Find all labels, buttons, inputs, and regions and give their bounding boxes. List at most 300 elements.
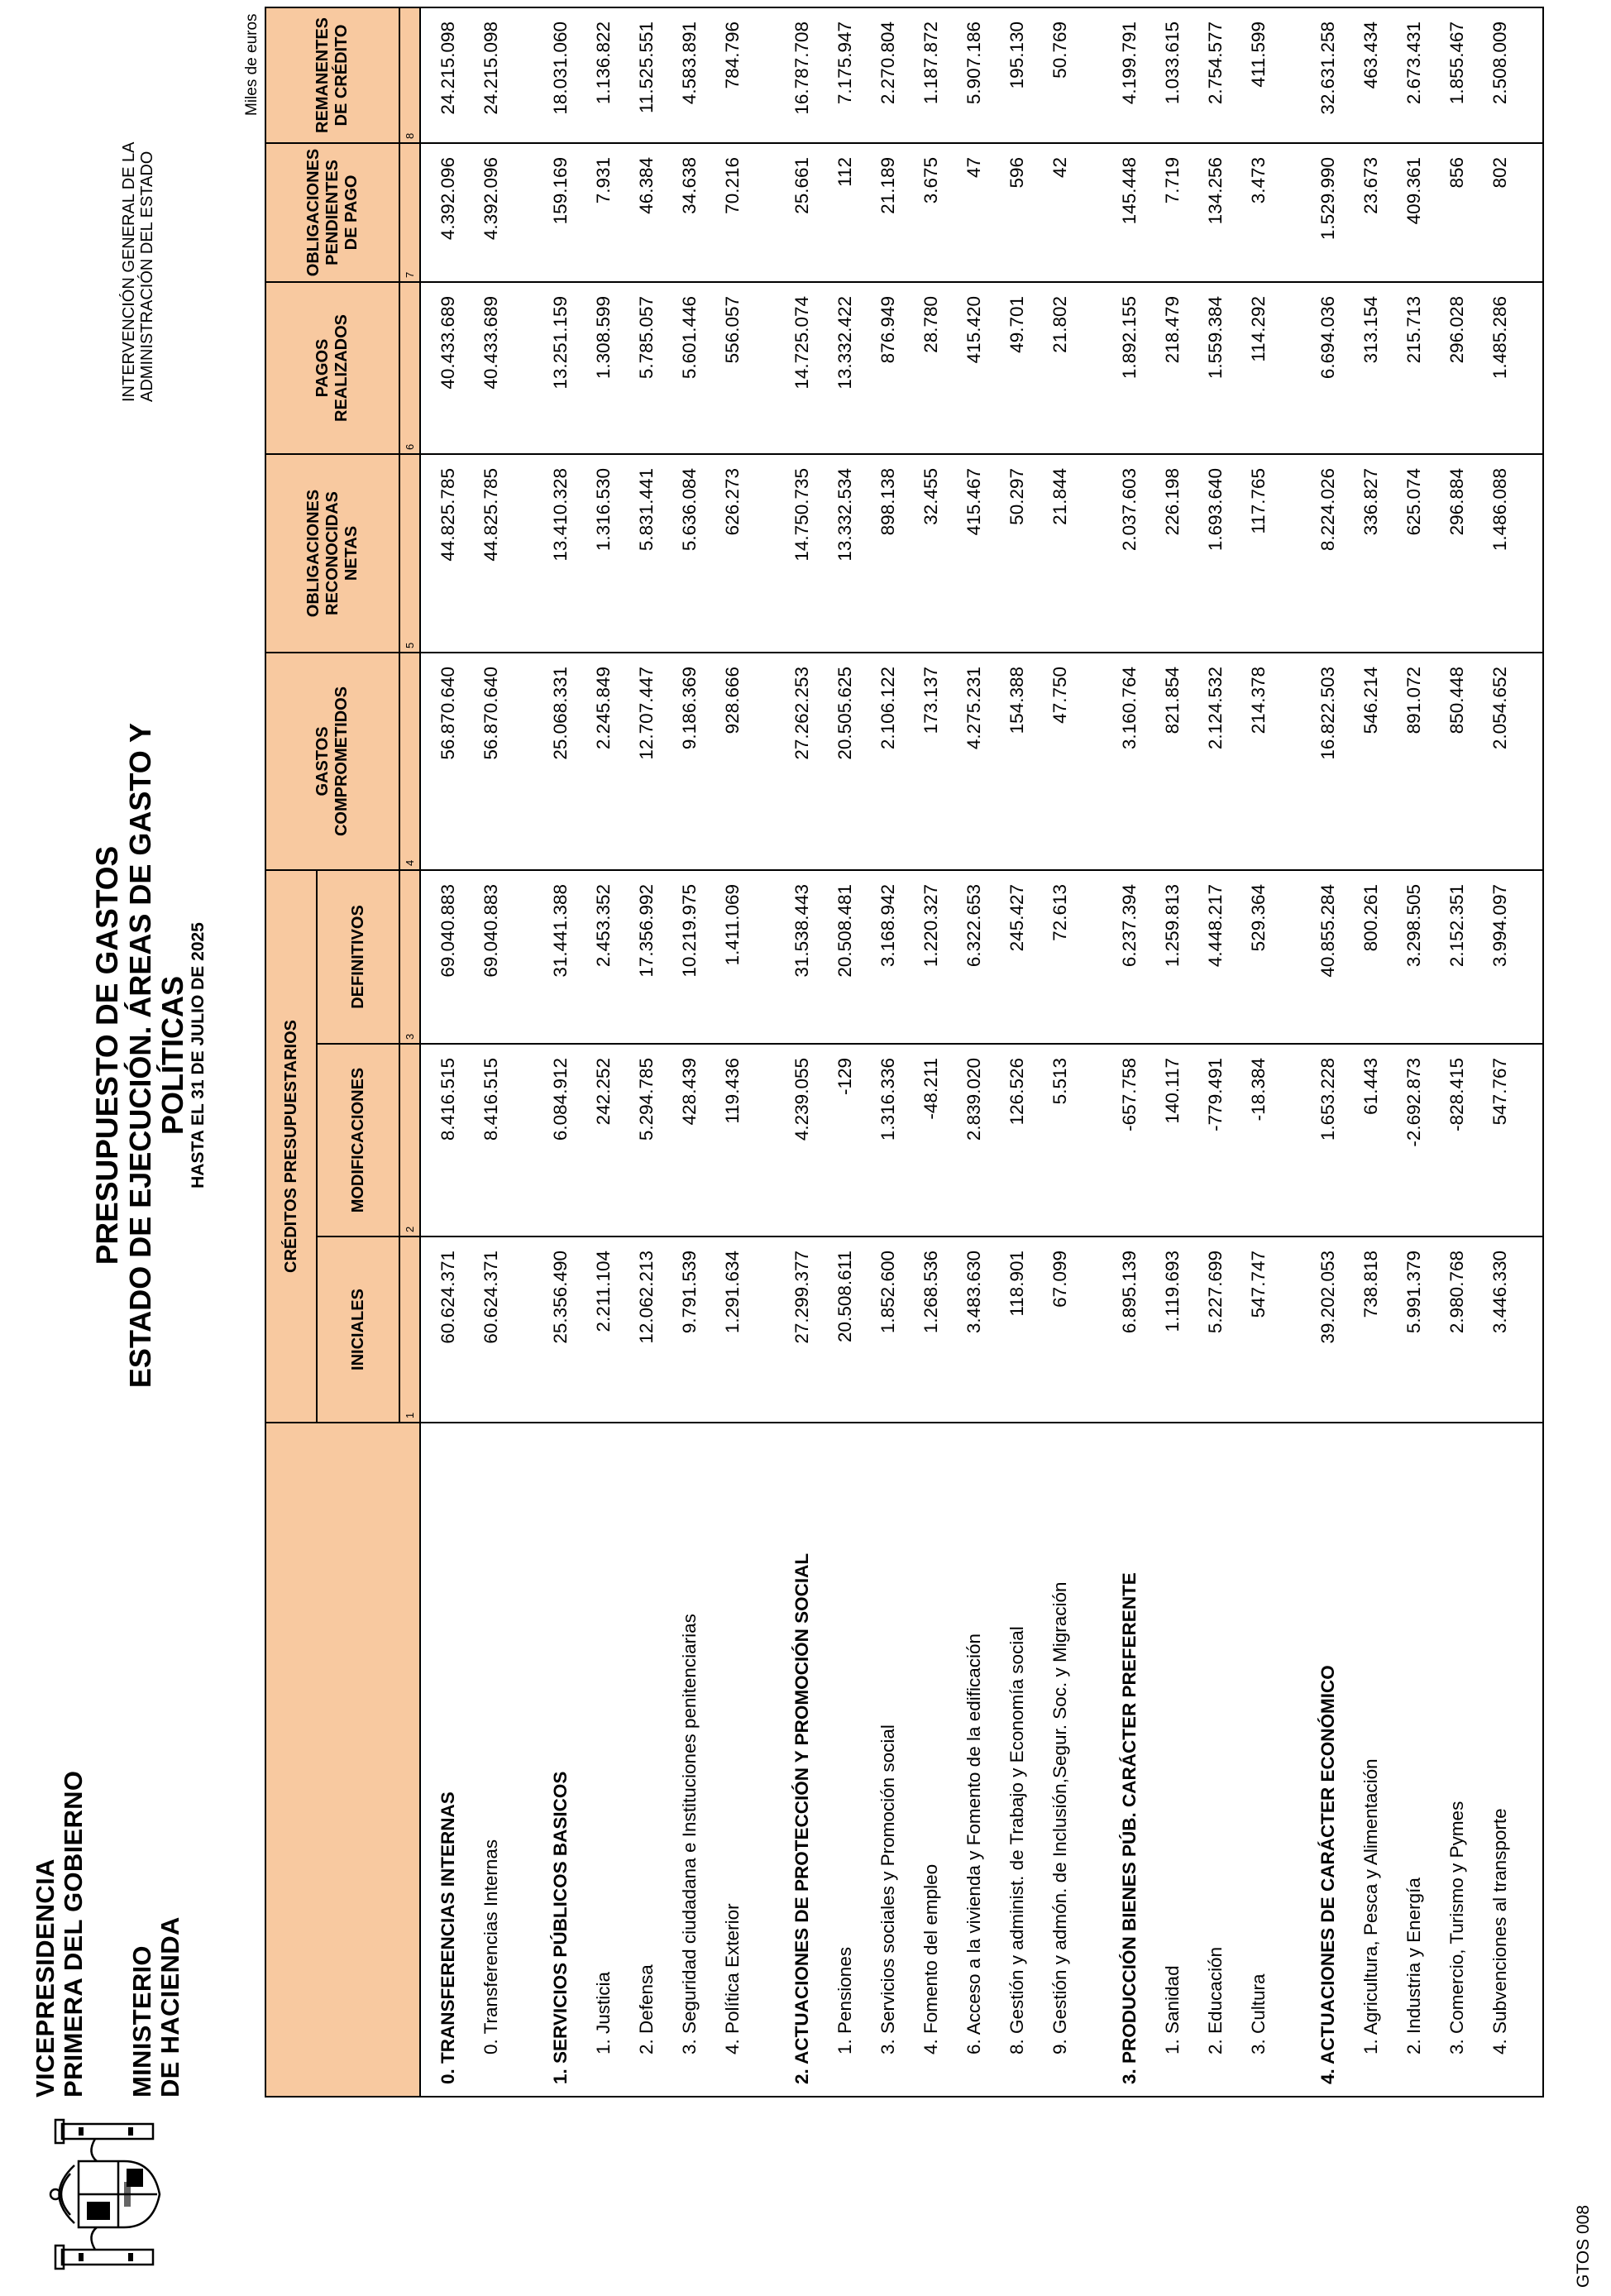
value-cell: 40.433.689 xyxy=(420,282,463,454)
col-num-1: 1 xyxy=(399,1236,420,1423)
header-gastos xyxy=(265,653,399,870)
col-num-7: 7 xyxy=(399,143,420,282)
value-cell: 2.245.849 xyxy=(576,653,619,870)
spacer-row xyxy=(748,7,775,2097)
value-cell: 28.780 xyxy=(903,282,946,454)
item-label: 3. Comercio, Turismo y Pymes xyxy=(1429,1423,1472,2097)
value-cell: 547.767 xyxy=(1472,1044,1515,1236)
spacer-cell xyxy=(506,653,533,870)
value-cell: 547.747 xyxy=(1231,1236,1274,1423)
table-row xyxy=(1472,7,1515,2097)
value-cell: 145.448 xyxy=(1102,143,1145,282)
value-cell: 159.169 xyxy=(533,143,576,282)
value-cell: 49.701 xyxy=(989,282,1032,454)
value-cell: 8.416.515 xyxy=(420,1044,463,1236)
value-cell: 2.152.351 xyxy=(1429,870,1472,1044)
value-cell: 21.802 xyxy=(1032,282,1075,454)
value-cell: 12.707.447 xyxy=(619,653,662,870)
group-label: 0. TRANSFERENCIAS INTERNAS xyxy=(420,1423,463,2097)
col-num-2: 2 xyxy=(399,1044,420,1236)
spacer-cell xyxy=(1274,282,1301,454)
value-cell: 14.725.074 xyxy=(775,282,817,454)
value-cell: 546.214 xyxy=(1343,653,1386,870)
value-cell: 1.119.693 xyxy=(1145,1236,1188,1423)
value-cell: -657.758 xyxy=(1102,1044,1145,1236)
spacer-cell xyxy=(748,870,775,1044)
value-cell: 1.316.336 xyxy=(860,1044,903,1236)
value-cell: 336.827 xyxy=(1343,454,1386,653)
value-cell: 415.467 xyxy=(946,454,989,653)
header-pend-line-2: PENDIENTES xyxy=(323,160,342,265)
value-cell: 72.613 xyxy=(1032,870,1075,1044)
value-cell: 9.186.369 xyxy=(662,653,705,870)
value-cell: 6.694.036 xyxy=(1301,282,1343,454)
table-row xyxy=(662,7,705,2097)
col-num-3: 3 xyxy=(399,870,420,1044)
group-row xyxy=(1301,7,1343,2097)
value-cell: 21.844 xyxy=(1032,454,1075,653)
header-oblig-line-2: RECONOCIDAS xyxy=(323,490,342,615)
value-cell: 23.673 xyxy=(1343,143,1386,282)
value-cell: 1.316.530 xyxy=(576,454,619,653)
value-cell: 5.785.057 xyxy=(619,282,662,454)
spacer-cell xyxy=(1274,653,1301,870)
table-row xyxy=(946,7,989,2097)
value-cell: 1.855.467 xyxy=(1429,7,1472,143)
org-line-2: PRIMERA DEL GOBIERNO xyxy=(59,1770,88,2097)
header-label-cell xyxy=(265,1423,420,2097)
value-cell: 1.187.872 xyxy=(903,7,946,143)
header-oblig-line-3: NETAS xyxy=(342,525,361,581)
group-row xyxy=(1102,7,1145,2097)
value-cell: 800.261 xyxy=(1343,870,1386,1044)
group-label: 1. SERVICIOS PÚBLICOS BASICOS xyxy=(533,1423,576,2097)
spacer-row xyxy=(1075,7,1102,2097)
value-cell: 3.994.097 xyxy=(1472,870,1515,1044)
value-cell: 1.411.069 xyxy=(705,870,748,1044)
value-cell: 1.485.286 xyxy=(1472,282,1515,454)
table-row xyxy=(903,7,946,2097)
spacer-cell xyxy=(1274,7,1301,143)
spacer-cell xyxy=(1515,143,1543,282)
value-cell: 7.719 xyxy=(1145,143,1188,282)
value-cell: 2.106.122 xyxy=(860,653,903,870)
value-cell: 18.031.060 xyxy=(533,7,576,143)
header-pagos xyxy=(265,282,399,454)
header-creditos: CRÉDITOS PRESUPUESTARIOS xyxy=(265,870,317,1423)
item-label: 1. Justicia xyxy=(576,1423,619,2097)
value-cell: 3.168.942 xyxy=(860,870,903,1044)
spacer-cell xyxy=(506,7,533,143)
value-cell: 24.215.098 xyxy=(463,7,506,143)
value-cell: 2.270.804 xyxy=(860,7,903,143)
value-cell: -2.692.873 xyxy=(1386,1044,1429,1236)
spacer-cell xyxy=(506,454,533,653)
value-cell: 214.378 xyxy=(1231,653,1274,870)
table-row xyxy=(1145,7,1188,2097)
value-cell: 61.443 xyxy=(1343,1044,1386,1236)
value-cell: 27.262.253 xyxy=(775,653,817,870)
table-row xyxy=(619,7,662,2097)
item-label: 3. Seguridad ciudadana e Instituciones penitenciarias xyxy=(662,1423,705,2097)
value-cell: 32.455 xyxy=(903,454,946,653)
value-cell: 626.273 xyxy=(705,454,748,653)
value-cell: 928.666 xyxy=(705,653,748,870)
group-row xyxy=(533,7,576,2097)
title-line-2: ESTADO DE EJECUCIÓN. ÁREAS DE GASTO Y POLÍTICAS xyxy=(123,722,189,1389)
item-label: 4. Subvenciones al transporte xyxy=(1472,1423,1515,2097)
spacer-cell xyxy=(506,1236,533,1423)
value-cell: 69.040.883 xyxy=(420,870,463,1044)
budget-table xyxy=(265,7,1544,2097)
value-cell: 226.198 xyxy=(1145,454,1188,653)
coat-of-arms-icon xyxy=(45,2116,165,2273)
spacer-cell xyxy=(1515,7,1543,143)
value-cell: 1.852.600 xyxy=(860,1236,903,1423)
value-cell: 7.931 xyxy=(576,143,619,282)
value-cell: 14.750.735 xyxy=(775,454,817,653)
spacer-cell xyxy=(1274,1236,1301,1423)
value-cell: 12.062.213 xyxy=(619,1236,662,1423)
spacer-cell xyxy=(1274,1044,1301,1236)
value-cell: 4.392.096 xyxy=(463,143,506,282)
value-cell: 5.991.379 xyxy=(1386,1236,1429,1423)
value-cell: 1.291.634 xyxy=(705,1236,748,1423)
spacer-cell xyxy=(1515,653,1543,870)
spacer-cell xyxy=(1075,1236,1102,1423)
spacer-cell xyxy=(748,143,775,282)
spacer-cell xyxy=(1075,870,1102,1044)
spacer-cell xyxy=(748,7,775,143)
value-cell: 4.199.791 xyxy=(1102,7,1145,143)
value-cell: 1.308.599 xyxy=(576,282,619,454)
spacer-cell xyxy=(748,454,775,653)
value-cell: 625.074 xyxy=(1386,454,1429,653)
value-cell: 44.825.785 xyxy=(463,454,506,653)
spacer-cell xyxy=(506,282,533,454)
value-cell: 20.508.481 xyxy=(817,870,860,1044)
value-cell: 140.117 xyxy=(1145,1044,1188,1236)
value-cell: 5.636.084 xyxy=(662,454,705,653)
value-cell: 5.601.446 xyxy=(662,282,705,454)
report-code: GTOS 008 xyxy=(1574,2205,1593,2288)
value-cell: -129 xyxy=(817,1044,860,1236)
header-modificaciones: MODIFICACIONES xyxy=(317,1044,399,1236)
value-cell: 8.224.026 xyxy=(1301,454,1343,653)
value-cell: 1.268.536 xyxy=(903,1236,946,1423)
title-line-1: PRESUPUESTO DE GASTOS xyxy=(90,845,124,1265)
col-num-5: 5 xyxy=(399,454,420,653)
value-cell: 13.332.534 xyxy=(817,454,860,653)
value-cell: 25.356.490 xyxy=(533,1236,576,1423)
value-cell: 67.099 xyxy=(1032,1236,1075,1423)
org-ministerio xyxy=(128,1916,184,2097)
spacer-cell xyxy=(506,870,533,1044)
value-cell: 114.292 xyxy=(1231,282,1274,454)
value-cell: 1.486.088 xyxy=(1472,454,1515,653)
spacer-cell xyxy=(748,653,775,870)
spacer-row xyxy=(1274,7,1301,2097)
value-cell: 784.796 xyxy=(705,7,748,143)
value-cell: 11.525.551 xyxy=(619,7,662,143)
title-line-3: HASTA EL 31 DE JULIO DE 2025 xyxy=(189,922,208,1189)
value-cell: 2.124.532 xyxy=(1188,653,1231,870)
value-cell: 5.907.186 xyxy=(946,7,989,143)
header-gastos-line-1: GASTOS xyxy=(313,726,332,796)
table-row xyxy=(576,7,619,2097)
value-cell: 8.416.515 xyxy=(463,1044,506,1236)
value-cell: 856 xyxy=(1429,143,1472,282)
header-iniciales: INICIALES xyxy=(317,1236,399,1423)
value-cell: 2.037.603 xyxy=(1102,454,1145,653)
value-cell: 20.508.611 xyxy=(817,1236,860,1423)
spacer-cell xyxy=(1075,1423,1102,2097)
value-cell: 42 xyxy=(1032,143,1075,282)
spacer-row xyxy=(1515,7,1543,2097)
value-cell: 27.299.377 xyxy=(775,1236,817,1423)
value-cell: 2.508.009 xyxy=(1472,7,1515,143)
value-cell: 16.822.503 xyxy=(1301,653,1343,870)
value-cell: 1.529.990 xyxy=(1301,143,1343,282)
value-cell: 13.332.422 xyxy=(817,282,860,454)
value-cell: 1.033.615 xyxy=(1145,7,1188,143)
spacer-cell xyxy=(1515,1423,1543,2097)
value-cell: 34.638 xyxy=(662,143,705,282)
spacer-cell xyxy=(1274,454,1301,653)
header-rem-line-1: REMANENTES xyxy=(313,17,332,133)
value-cell: 3.483.630 xyxy=(946,1236,989,1423)
value-cell: 46.384 xyxy=(619,143,662,282)
value-cell: 1.220.327 xyxy=(903,870,946,1044)
igae-line-1: INTERVENCIÓN GENERAL DE LA xyxy=(120,141,138,402)
value-cell: -18.384 xyxy=(1231,1044,1274,1236)
value-cell: 463.434 xyxy=(1343,7,1386,143)
report-title xyxy=(91,642,208,1469)
value-cell: 242.252 xyxy=(576,1044,619,1236)
org-line-4: DE HACIENDA xyxy=(155,1916,184,2097)
value-cell: 195.130 xyxy=(989,7,1032,143)
header-pagos-line-1: PAGOS xyxy=(313,338,332,398)
value-cell: 1.259.813 xyxy=(1145,870,1188,1044)
spacer-cell xyxy=(1075,7,1102,143)
spacer-cell xyxy=(1274,143,1301,282)
value-cell: 40.433.689 xyxy=(463,282,506,454)
header-pend-line-1: OBLIGACIONES xyxy=(304,148,323,277)
table-row xyxy=(1188,7,1231,2097)
spacer-cell xyxy=(1515,1236,1543,1423)
table-row xyxy=(860,7,903,2097)
value-cell: 1.653.228 xyxy=(1301,1044,1343,1236)
value-cell: 1.559.384 xyxy=(1188,282,1231,454)
table-row xyxy=(989,7,1032,2097)
spacer-cell xyxy=(1515,1044,1543,1236)
igae-label xyxy=(120,141,156,402)
item-label: 3. Cultura xyxy=(1231,1423,1274,2097)
value-cell: 25.661 xyxy=(775,143,817,282)
item-label: 8. Gestión y administ. de Trabajo y Economía social xyxy=(989,1423,1032,2097)
table-row xyxy=(1343,7,1386,2097)
value-cell: 218.479 xyxy=(1145,282,1188,454)
value-cell: 2.453.352 xyxy=(576,870,619,1044)
item-label: 2. Educación xyxy=(1188,1423,1231,2097)
group-label: 3. PRODUCCIÓN BIENES PÚB. CARÁCTER PREFERENTE xyxy=(1102,1423,1145,2097)
value-cell: 7.175.947 xyxy=(817,7,860,143)
value-cell: 3.298.505 xyxy=(1386,870,1429,1044)
value-cell: 2.054.652 xyxy=(1472,653,1515,870)
value-cell: 39.202.053 xyxy=(1301,1236,1343,1423)
value-cell: 20.505.625 xyxy=(817,653,860,870)
table-row xyxy=(463,7,506,2097)
value-cell: 21.189 xyxy=(860,143,903,282)
spacer-cell xyxy=(1515,282,1543,454)
spacer-cell xyxy=(1075,143,1102,282)
value-cell: 296.028 xyxy=(1429,282,1472,454)
header-pendientes xyxy=(265,143,399,282)
value-cell: -828.415 xyxy=(1429,1044,1472,1236)
value-cell: 118.901 xyxy=(989,1236,1032,1423)
spacer-cell xyxy=(1075,454,1102,653)
item-label: 2. Defensa xyxy=(619,1423,662,2097)
item-label: 6. Acceso a la vivienda y Fomento de la edificación xyxy=(946,1423,989,2097)
item-label: 9. Gestión y admón. de Inclusión,Segur. Soc. y Migración xyxy=(1032,1423,1075,2097)
value-cell: 44.825.785 xyxy=(420,454,463,653)
value-cell: 3.473 xyxy=(1231,143,1274,282)
budget-body xyxy=(420,7,1543,2097)
igae-line-2: ADMINISTRACIÓN DEL ESTADO xyxy=(138,151,156,402)
table-row xyxy=(1386,7,1429,2097)
value-cell: 2.839.020 xyxy=(946,1044,989,1236)
header-pagos-line-2: REALIZADOS xyxy=(332,313,351,422)
org-vicepresidencia xyxy=(31,1771,88,2097)
item-label: 3. Servicios sociales y Promoción social xyxy=(860,1423,903,2097)
value-cell: 2.211.104 xyxy=(576,1236,619,1423)
value-cell: 802 xyxy=(1472,143,1515,282)
value-cell: 50.297 xyxy=(989,454,1032,653)
spacer-cell xyxy=(748,1236,775,1423)
org-line-1: VICEPRESIDENCIA xyxy=(31,1858,60,2097)
value-cell: 596 xyxy=(989,143,1032,282)
value-cell: 119.436 xyxy=(705,1044,748,1236)
value-cell: 69.040.883 xyxy=(463,870,506,1044)
group-row xyxy=(420,7,463,2097)
value-cell: 898.138 xyxy=(860,454,903,653)
col-num-8: 8 xyxy=(399,7,420,143)
spacer-cell xyxy=(1515,454,1543,653)
col-num-4: 4 xyxy=(399,653,420,870)
header-obligaciones xyxy=(265,454,399,653)
value-cell: 5.227.699 xyxy=(1188,1236,1231,1423)
org-line-3: MINISTERIO xyxy=(127,1945,156,2097)
value-cell: 529.364 xyxy=(1231,870,1274,1044)
item-label: 1. Pensiones xyxy=(817,1423,860,2097)
value-cell: 5.294.785 xyxy=(619,1044,662,1236)
item-label: 2. Industria y Energía xyxy=(1386,1423,1429,2097)
value-cell: -48.211 xyxy=(903,1044,946,1236)
value-cell: 850.448 xyxy=(1429,653,1472,870)
value-cell: 154.388 xyxy=(989,653,1032,870)
value-cell: 134.256 xyxy=(1188,143,1231,282)
value-cell: 24.215.098 xyxy=(420,7,463,143)
table-row xyxy=(817,7,860,2097)
value-cell: 60.624.371 xyxy=(463,1236,506,1423)
units-label: Miles de euros xyxy=(243,13,261,116)
value-cell: 31.538.443 xyxy=(775,870,817,1044)
value-cell: 1.136.822 xyxy=(576,7,619,143)
value-cell: 738.818 xyxy=(1343,1236,1386,1423)
value-cell: 47 xyxy=(946,143,989,282)
value-cell: 13.251.159 xyxy=(533,282,576,454)
value-cell: 70.216 xyxy=(705,143,748,282)
value-cell: 4.448.217 xyxy=(1188,870,1231,1044)
value-cell: 3.446.330 xyxy=(1472,1236,1515,1423)
table-row xyxy=(1429,7,1472,2097)
spacer-cell xyxy=(748,282,775,454)
spacer-cell xyxy=(748,1044,775,1236)
value-cell: 296.884 xyxy=(1429,454,1472,653)
col-num-6: 6 xyxy=(399,282,420,454)
value-cell: 25.068.331 xyxy=(533,653,576,870)
value-cell: 5.831.441 xyxy=(619,454,662,653)
value-cell: 40.855.284 xyxy=(1301,870,1343,1044)
value-cell: 1.693.640 xyxy=(1188,454,1231,653)
value-cell: 4.583.891 xyxy=(662,7,705,143)
spacer-cell xyxy=(748,1423,775,2097)
value-cell: 821.854 xyxy=(1145,653,1188,870)
value-cell: 6.895.139 xyxy=(1102,1236,1145,1423)
item-label: 4. Política Exterior xyxy=(705,1423,748,2097)
value-cell: 9.791.539 xyxy=(662,1236,705,1423)
value-cell: 2.980.768 xyxy=(1429,1236,1472,1423)
value-cell: 10.219.975 xyxy=(662,870,705,1044)
value-cell: 117.765 xyxy=(1231,454,1274,653)
value-cell: 245.427 xyxy=(989,870,1032,1044)
value-cell: 56.870.640 xyxy=(420,653,463,870)
spacer-cell xyxy=(1075,282,1102,454)
value-cell: 50.769 xyxy=(1032,7,1075,143)
spacer-cell xyxy=(1075,653,1102,870)
value-cell: 31.441.388 xyxy=(533,870,576,1044)
spacer-cell xyxy=(506,1423,533,2097)
header-oblig-line-1: OBLIGACIONES xyxy=(304,489,323,618)
value-cell: 3.160.764 xyxy=(1102,653,1145,870)
value-cell: 17.356.992 xyxy=(619,870,662,1044)
value-cell: 112 xyxy=(817,143,860,282)
value-cell: 173.137 xyxy=(903,653,946,870)
value-cell: 3.675 xyxy=(903,143,946,282)
value-cell: 56.870.640 xyxy=(463,653,506,870)
value-cell: 2.673.431 xyxy=(1386,7,1429,143)
value-cell: 60.624.371 xyxy=(420,1236,463,1423)
value-cell: 5.513 xyxy=(1032,1044,1075,1236)
spacer-cell xyxy=(506,1044,533,1236)
value-cell: 4.275.231 xyxy=(946,653,989,870)
value-cell: 4.392.096 xyxy=(420,143,463,282)
value-cell: 6.322.653 xyxy=(946,870,989,1044)
header-remanentes xyxy=(265,7,399,143)
spacer-row xyxy=(506,7,533,2097)
spacer-cell xyxy=(506,143,533,282)
value-cell: 891.072 xyxy=(1386,653,1429,870)
value-cell: 6.237.394 xyxy=(1102,870,1145,1044)
item-label: 0. Transferencias Internas xyxy=(463,1423,506,2097)
spacer-cell xyxy=(1075,1044,1102,1236)
value-cell: 313.154 xyxy=(1343,282,1386,454)
value-cell: 411.599 xyxy=(1231,7,1274,143)
spacer-cell xyxy=(1274,1423,1301,2097)
group-label: 4. ACTUACIONES DE CARÁCTER ECONÓMICO xyxy=(1301,1423,1343,2097)
header-rem-line-2: DE CRÉDITO xyxy=(332,24,351,127)
value-cell: 409.361 xyxy=(1386,143,1429,282)
